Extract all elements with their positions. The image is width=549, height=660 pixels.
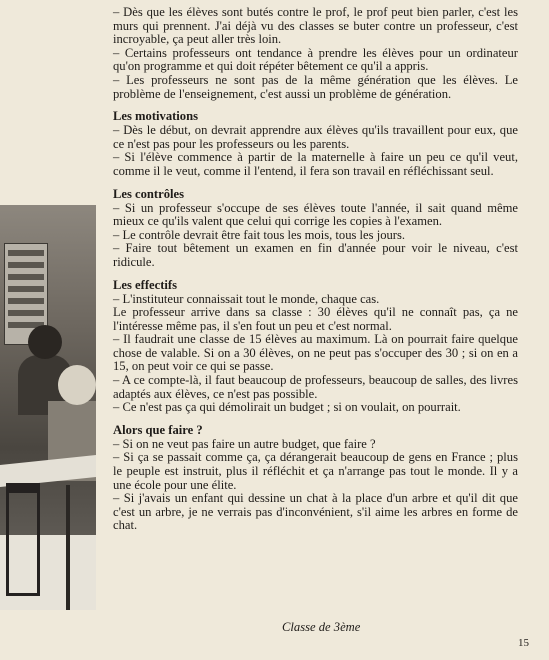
photo-caption: Classe de 3ème	[282, 620, 361, 634]
paragraph: – Faire tout bêtement un examen en fin d'année pour voir le niveau, c'est ridicule.	[113, 241, 518, 269]
page-number: 15	[518, 637, 529, 649]
heading-effectifs: Les effectifs	[113, 277, 177, 292]
paragraph: Le professeur arrive dans sa classe : 30 élèves qu'il ne connaît pas, ça ne l'intéresse même pas, il s'en fout un peu et c'est normal.	[113, 305, 518, 333]
paragraph: – Certains professeurs ont tendance à prendre les élèves pour un ordinateur qu'on programme et qui doit répéter bêtement ce qu'il a appris.	[113, 45, 518, 74]
paragraph: – Si un professeur s'occupe de ses élèves toute l'année, il sait quand même mieux ce qu'ils valent que celui qui corrige les copies à l'examen.	[113, 200, 518, 229]
heading-alors-que-faire: Alors que faire ?	[113, 422, 203, 437]
paragraph: – Si l'élève commence à partir de la maternelle à faire un peu ce qu'il veut, comme il le veut, comme il l'entend, il fera son travail en réfléchissant seul.	[113, 150, 518, 178]
heading-motivations: Les motivations	[113, 109, 199, 124]
paragraph: – A ce compte-là, il faut beaucoup de professeurs, beaucoup de salles, des livres adaptés aux élèves, ce n'est pas possible.	[113, 373, 518, 401]
classroom-photo	[0, 205, 96, 610]
paragraph: – Dès le début, on devrait apprendre aux élèves qu'ils travaillent pour eux, que ce n'est pas pour les professeurs ou les parents.	[113, 123, 518, 151]
paragraph: – Les professeurs ne sont pas de la même génération que les élèves. Le problème de l'enseignement, c'est aussi un problème de génération.	[113, 72, 518, 101]
heading-controles: Les contrôles	[113, 186, 184, 201]
paragraph: – Si j'avais un enfant qui dessine un chat à la place d'un arbre et qu'il dit que c'est un arbre, je ne verrais pas d'inconvénient, s'il aime les arbres en forme de chat.	[113, 491, 518, 533]
paragraph: – Si on ne veut pas faire un autre budget, que faire ?	[113, 436, 376, 451]
article-body	[113, 6, 518, 533]
paragraph: – Dès que les élèves sont butés contre le prof, le prof peut bien parler, c'est les murs qui prennent. J'ai déjà vu des classes se buter contre un professeur, c'est incroyable, ça peut aller très loin.	[113, 5, 518, 47]
paragraph: – L'instituteur connaissait tout le monde, chaque cas.	[113, 291, 380, 306]
paragraph: – Le contrôle devrait être fait tous les mois, tous les jours.	[113, 227, 406, 242]
paragraph: – Il faudrait une classe de 15 élèves au maximum. Là on pourrait faire quelque chose de valable. Si on a 30 élèves, on ne peut pas s'occuper des 30 ; si on en a 15, on peut voir ce qui se passe.	[113, 332, 518, 374]
paragraph: – Si ça se passait comme ça, ça dérangerait beaucoup de gens en France ; plus le peuple est instruit, plus il réfléchit et ça n'arrange pas tout le monde. Il y a une école pour une élite.	[113, 450, 518, 492]
paragraph: – Ce n'est pas ça qui démolirait un budget ; si on voulait, on pourrait.	[113, 400, 461, 415]
